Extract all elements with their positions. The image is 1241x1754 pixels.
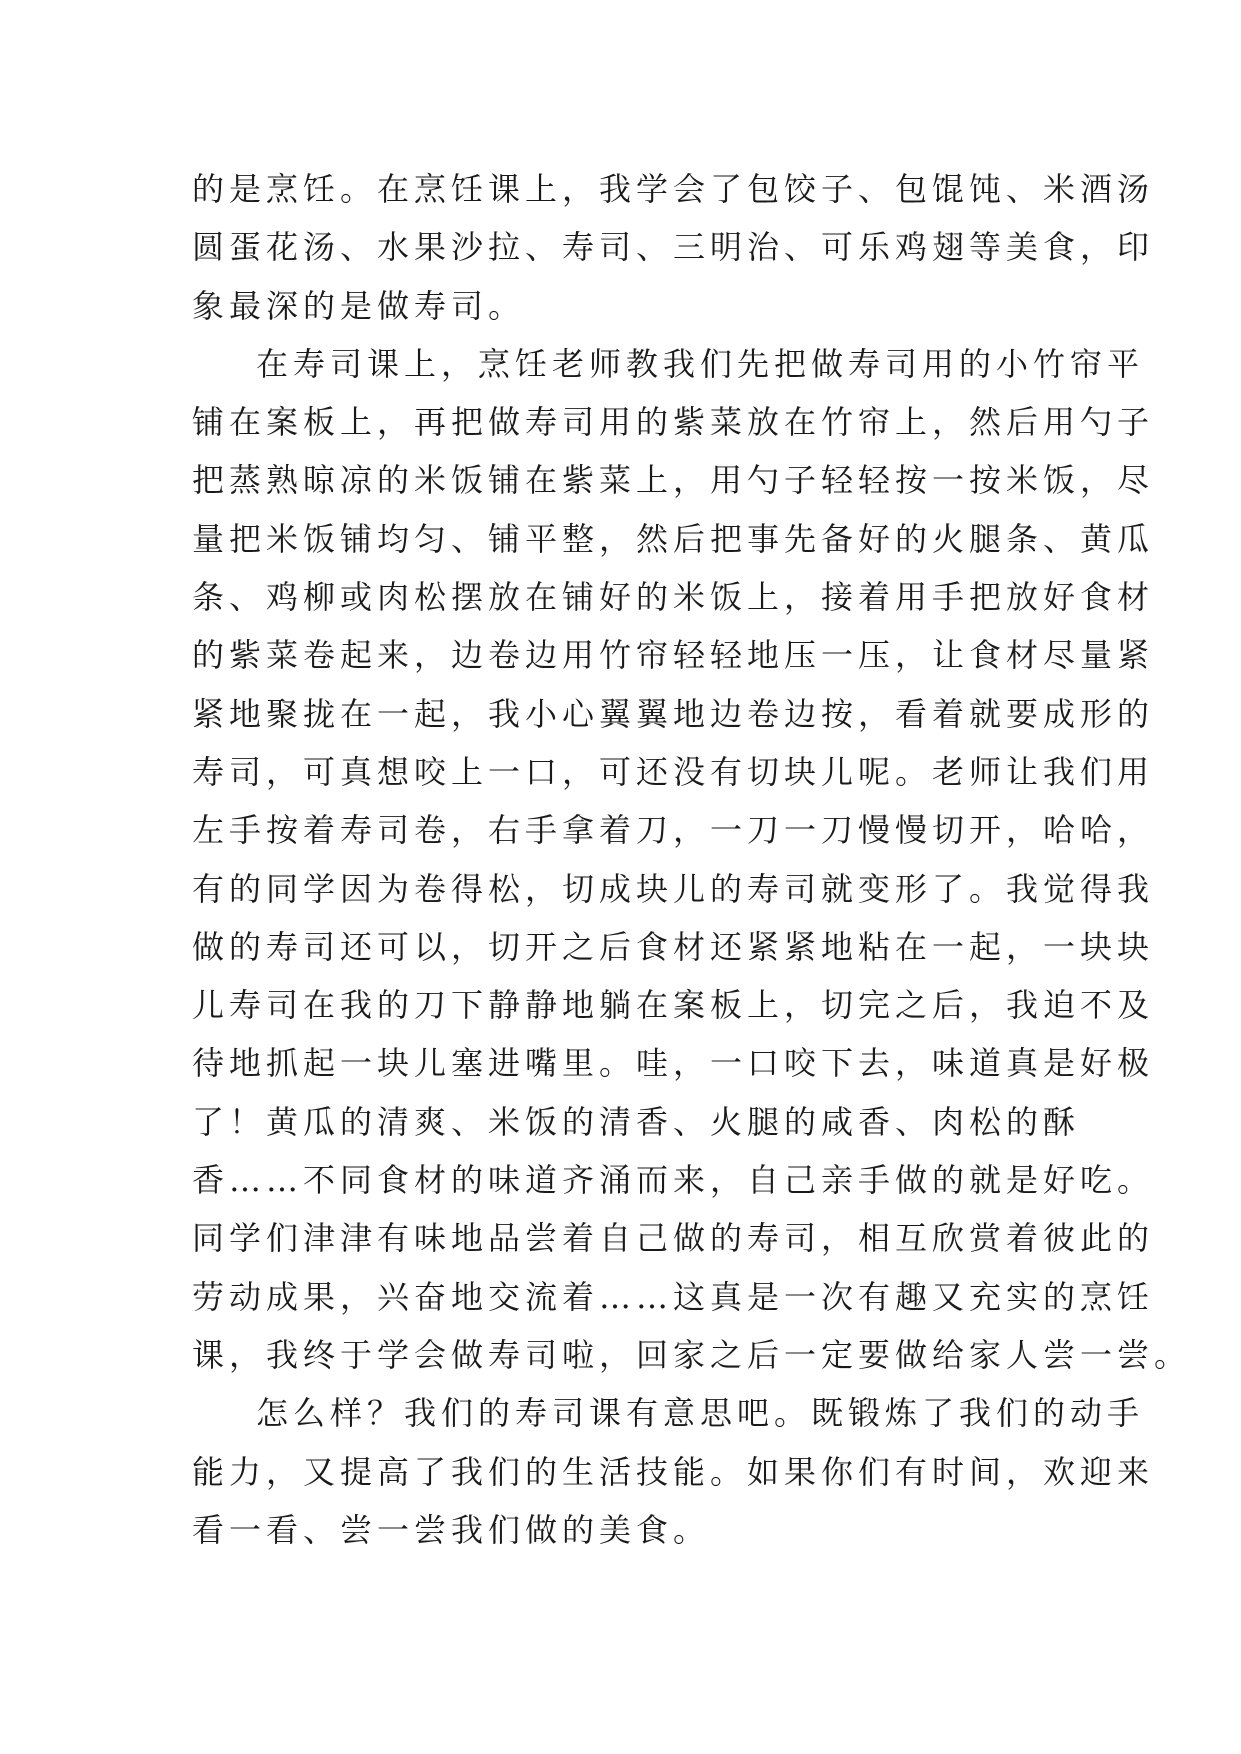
text-line: 劳动成果，兴奋地交流着……这真是一次有趣又充实的烹饪: [192, 1277, 1155, 1316]
text-line: 怎么样？我们的寿司课有意思吧。既锻炼了我们的动手: [256, 1394, 1145, 1433]
text-line: 香……不同食材的味道齐涌而来，自己亲手做的就是好吃。: [192, 1161, 1155, 1200]
text-line: 把蒸熟晾凉的米饭铺在紫菜上，用勺子轻轻按一按米饭，尽: [192, 461, 1155, 500]
text-line: 铺在案板上，再把做寿司用的紫菜放在竹帘上，然后用勺子: [192, 403, 1155, 442]
text-line: 在寿司课上，烹饪老师教我们先把做寿司用的小竹帘平: [256, 344, 1145, 383]
text-line: 有的同学因为卷得松，切成块儿的寿司就变形了。我觉得我: [192, 869, 1155, 908]
text-line: 儿寿司在我的刀下静静地躺在案板上，切完之后，我迫不及: [192, 986, 1155, 1025]
text-line: 能力，又提高了我们的生活技能。如果你们有时间，欢迎来: [192, 1452, 1155, 1491]
text-line: 象最深的是做寿司。: [192, 286, 526, 325]
document-body: [192, 160, 1192, 1559]
text-line: 条、鸡柳或肉松摆放在铺好的米饭上，接着用手把放好食材: [192, 578, 1155, 617]
text-line: 紧地聚拢在一起，我小心翼翼地边卷边按，看着就要成形的: [192, 694, 1155, 733]
text-line: 课，我终于学会做寿司啦，回家之后一定要做给家人尝一尝。: [192, 1335, 1192, 1374]
text-line: 了！黄瓜的清爽、米饭的清香、火腿的咸香、肉松的酥: [192, 1102, 1081, 1141]
text-line: 寿司，可真想咬上一口，可还没有切块儿呢。老师让我们用: [192, 752, 1155, 791]
text-line: 同学们津津有味地品尝着自己做的寿司，相互欣赏着彼此的: [192, 1219, 1155, 1258]
text-line: 的是烹饪。在烹饪课上，我学会了包饺子、包馄饨、米酒汤: [192, 170, 1155, 208]
text-line: 圆蛋花汤、水果沙拉、寿司、三明治、可乐鸡翅等美食，印: [192, 228, 1155, 267]
paragraph: [192, 1384, 1155, 1559]
text-line: 做的寿司还可以，切开之后食材还紧紧地粘在一起，一块块: [192, 927, 1155, 966]
text-line: 量把米饭铺均匀、铺平整，然后把事先备好的火腿条、黄瓜: [192, 519, 1155, 558]
text-line: 的紫菜卷起来，边卷边用竹帘轻轻地压一压，让食材尽量紧: [192, 636, 1155, 675]
text-line: 待地抓起一块儿塞进嘴里。哇，一口咬下去，味道真是好极: [192, 1044, 1155, 1083]
paragraph: [192, 335, 1192, 1384]
paragraph: [192, 160, 1155, 335]
text-line: 左手按着寿司卷，右手拿着刀，一刀一刀慢慢切开，哈哈，: [192, 811, 1155, 850]
text-line: 看一看、尝一尝我们做的美食。: [192, 1510, 711, 1549]
